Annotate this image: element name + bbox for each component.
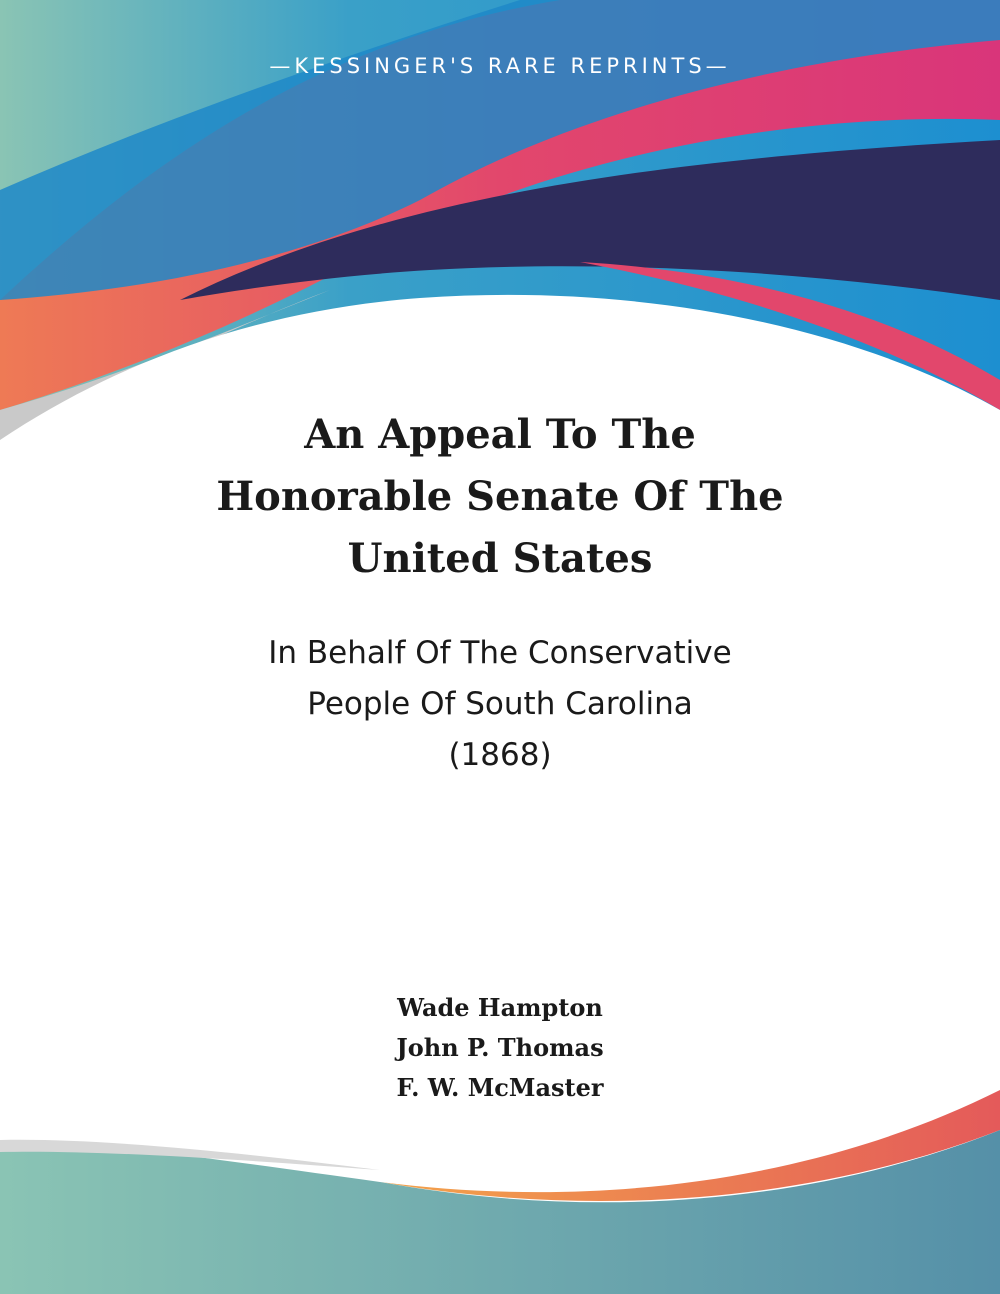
author-name: F. W. McMaster: [396, 1073, 604, 1102]
subtitle-line: In Behalf Of The Conservative: [268, 635, 732, 671]
publisher-name: KESSINGER'S RARE REPRINTS: [294, 54, 706, 78]
title-line: An Appeal To The: [304, 411, 696, 458]
author-list: [200, 988, 800, 1108]
publisher-dash-right: —: [705, 54, 731, 78]
subtitle-line: People Of South Carolina: [307, 686, 693, 722]
author-name: Wade Hampton: [397, 993, 603, 1022]
title-line: United States: [347, 535, 653, 582]
subtitle-line: (1868): [448, 737, 552, 773]
title-line: Honorable Senate Of The: [216, 473, 784, 520]
book-subtitle: [100, 628, 900, 781]
publisher-dash-left: —: [269, 54, 295, 78]
author-name: John P. Thomas: [396, 1033, 604, 1062]
publisher-banner: [0, 54, 1000, 78]
book-title: [100, 404, 900, 590]
